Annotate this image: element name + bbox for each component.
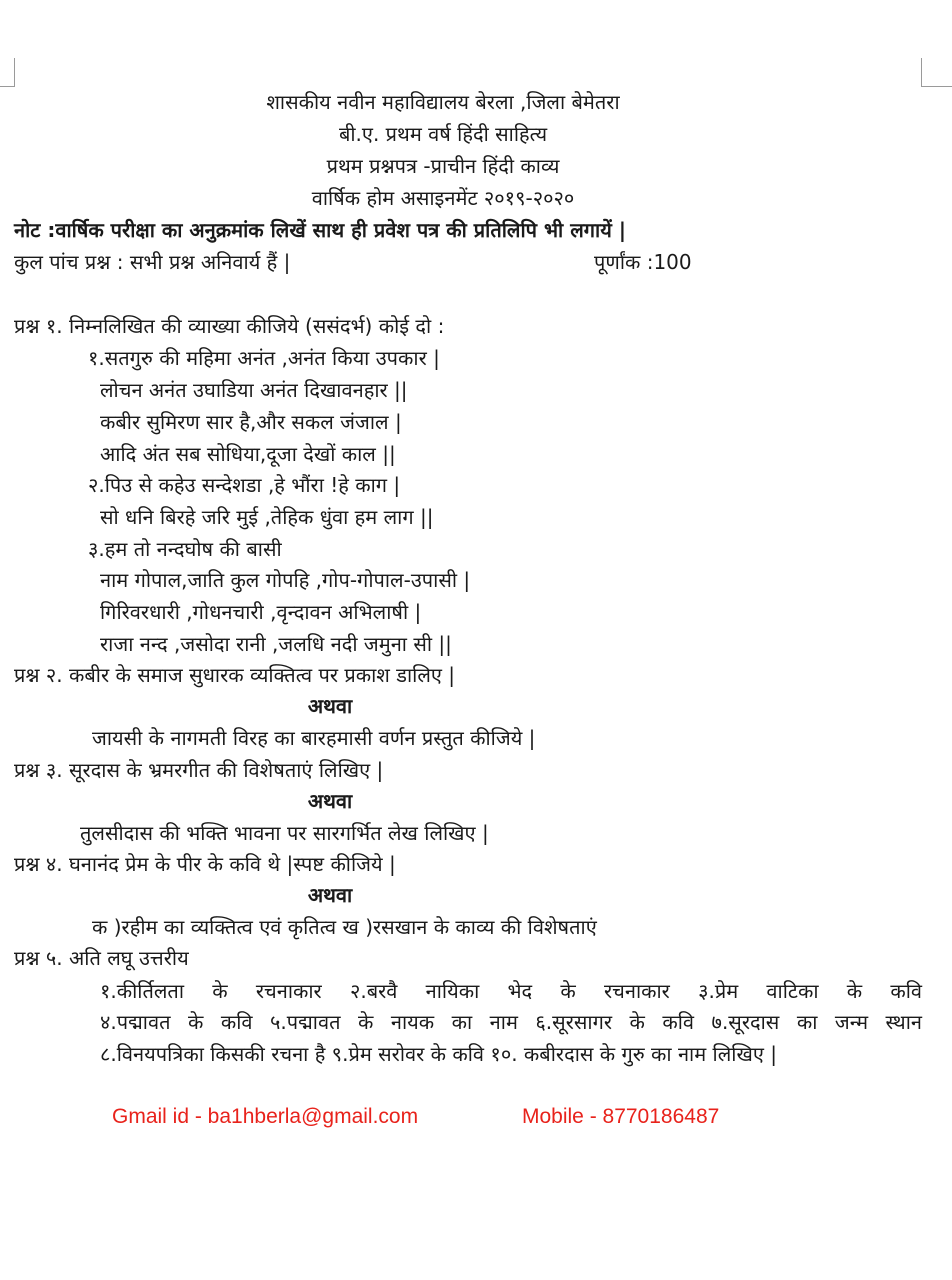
- q1-verse-line: आदि अंत सब सोधिया,दूजा देखों काल ||: [100, 442, 396, 466]
- q5-items-line: १.कीर्तिलता के रचनाकार २.बरवै नायिका भेद के रचनाकार ३.प्रेम वाटिका के कवि: [100, 979, 922, 1003]
- gmail-contact: Gmail id - ba1hberla@gmail.com: [112, 1105, 419, 1128]
- q1-verse-line: सो धनि बिरहे जरि मुई ,तेहिक धुंवा हम लाग ||: [100, 505, 434, 529]
- q5-items-line: ४.पद्मावत के कवि ५.पद्मावत के नायक का नाम ६.सूरसागर के कवि ७.सूरदास का जन्म स्थान: [100, 1010, 922, 1034]
- q1-prompt: प्रश्न १. निम्नलिखित की व्याख्या कीजिये (ससंदर्भ) कोई दो :: [14, 314, 445, 338]
- q3-alternative: तुलसीदास की भक्ति भावना पर सारगर्भित लेख लिखिए |: [80, 821, 489, 845]
- q1-verse-line: लोचन अनंत उघाडिया अनंत दिखावनहार ||: [100, 378, 408, 402]
- crop-mark-top-right: [921, 58, 952, 87]
- q1-verse-line: राजा नन्द ,जसोदा रानी ,जलधि नदी जमुना सी ||: [100, 632, 452, 656]
- q1-verse-line: गिरिवरधारी ,गोधनचारी ,वृन्दावन अभिलाषी |: [100, 600, 422, 624]
- q1-verse-line: ३.हम तो नन्दघोष की बासी: [88, 537, 282, 561]
- college-name: शासकीय नवीन महाविद्यालय बेरला ,जिला बेमेतरा: [266, 90, 620, 114]
- q1-verse-line: नाम गोपाल,जाति कुल गोपहि ,गोप-गोपाल-उपासी |: [100, 568, 471, 592]
- q1-verse-line: कबीर सुमिरण सार है,और सकल जंजाल |: [100, 410, 402, 434]
- q1-verse-line: १.सतगुरु की महिमा अनंत ,अनंत किया उपकार |: [88, 346, 440, 370]
- assignment-title: वार्षिक होम असाइनमेंट २०१९-२०२०: [311, 186, 575, 210]
- q4-or: अथवा: [307, 883, 353, 907]
- q4-prompt: प्रश्न ४. घनानंद प्रेम के पीर के कवि थे |स्पष्ट कीजिये |: [14, 852, 396, 876]
- q3-or: अथवा: [307, 789, 353, 813]
- crop-mark-top-left: [0, 58, 15, 87]
- q5-prompt: प्रश्न ५. अति लघू उत्तरीय: [14, 946, 189, 970]
- q2-prompt: प्रश्न २. कबीर के समाज सुधारक व्यक्तित्व पर प्रकाश डालिए |: [14, 663, 456, 687]
- q1-verse-line: २.पिउ से कहेउ सन्देशडा ,हे भौंरा !हे काग |: [88, 473, 401, 497]
- course-title: बी.ए. प्रथम वर्ष हिंदी साहित्य: [338, 122, 548, 146]
- note: नोट :वार्षिक परीक्षा का अनुक्रमांक लिखें साथ ही प्रवेश पत्र की प्रतिलिपि भी लगायें |: [14, 218, 627, 242]
- paper-title: प्रथम प्रश्नपत्र -प्राचीन हिंदी काव्य: [326, 154, 560, 178]
- q2-or: अथवा: [307, 694, 353, 718]
- q2-alternative: जायसी के नागमती विरह का बारहमासी वर्णन प्रस्तुत कीजिये |: [92, 726, 536, 750]
- q5-items-line: ८.विनयपत्रिका किसकी रचना है ९.प्रेम सरोवर के कवि १०. कबीरदास के गुरु का नाम लिखिए |: [100, 1042, 777, 1066]
- total-questions: कुल पांच प्रश्न : सभी प्रश्न अनिवार्य हैं |: [14, 250, 291, 274]
- mobile-contact: Mobile - 8770186487: [522, 1105, 720, 1128]
- q3-prompt: प्रश्न ३. सूरदास के भ्रमरगीत की विशेषताएं लिखिए |: [14, 758, 384, 782]
- q4-alternative: क )रहीम का व्यक्तित्व एवं कृतित्व ख )रसखान के काव्य की विशेषताएं: [92, 915, 597, 939]
- max-marks: पूर्णांक :100: [594, 250, 692, 274]
